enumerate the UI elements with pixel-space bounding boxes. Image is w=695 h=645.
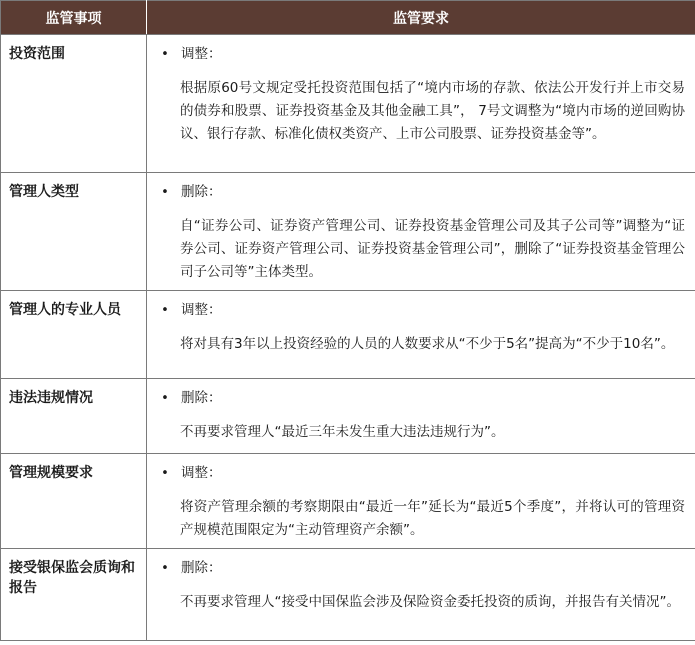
- bullet-icon: •: [161, 390, 169, 406]
- header-row: [1, 1, 695, 35]
- action-label: 调整：: [181, 464, 222, 481]
- requirement-cell: [147, 173, 695, 291]
- header-requirement-cell: 监管要求: [147, 1, 695, 35]
- item-cell: 管理规模要求: [1, 454, 147, 549]
- action-line: [155, 43, 685, 65]
- bullet-icon: •: [161, 302, 169, 318]
- action-label: 调整：: [181, 301, 222, 318]
- bullet-icon: •: [161, 46, 169, 62]
- header-item-cell: 监管事项: [1, 1, 147, 35]
- requirement-cell: [147, 549, 695, 641]
- table-row: [1, 379, 695, 454]
- requirement-cell: [147, 379, 695, 454]
- table-row: [1, 291, 695, 379]
- item-cell: 管理人类型: [1, 173, 147, 291]
- table-row: [1, 35, 695, 173]
- item-cell: 投资范围: [1, 35, 147, 173]
- action-line: [155, 299, 685, 321]
- action-line: [155, 557, 685, 579]
- action-label: 删除：: [181, 389, 222, 406]
- detail-text: 不再要求管理人“接受中国保监会涉及保险资金委托投资的质询，并报告有关情况”。: [180, 594, 680, 610]
- requirement-cell: [147, 454, 695, 549]
- bullet-icon: •: [161, 560, 169, 576]
- bullet-icon: •: [161, 465, 169, 481]
- item-cell: 接受银保监会质询和报告: [1, 549, 147, 641]
- action-line: [155, 181, 685, 203]
- detail-text: 不再要求管理人“最近三年未发生重大违法违规行为”。: [180, 424, 505, 440]
- requirement-cell: [147, 291, 695, 379]
- detail-text: 自“证券公司、证券资产管理公司、证券投资基金管理公司及其子公司等”调整为“证券公司、证券资产管理公司、证券投资基金管理公司”，删除了“证券投资基金管理公司子公司等”主体类型。: [180, 218, 685, 280]
- detail-text: 根据原60号文规定受托投资范围包括了“境内市场的存款、依法公开发行并上市交易的债券和股票、证券投资基金及其他金融工具”， 7号文调整为“境内市场的逆回购协议、银行存款、标准化债权类资产、上市公司股票、证券投资基金等”。: [180, 80, 685, 142]
- item-cell: 管理人的专业人员: [1, 291, 147, 379]
- action-label: 调整：: [181, 45, 222, 62]
- action-line: [155, 387, 685, 409]
- detail-text: 将资产管理余额的考察期限由“最近一年”延长为“最近5个季度”，并将认可的管理资产规模范围限定为“主动管理资产余额”。: [180, 499, 685, 538]
- table-row: [1, 173, 695, 291]
- action-label: 删除：: [181, 183, 222, 200]
- action-label: 删除：: [181, 559, 222, 576]
- detail-text: 将对具有3年以上投资经验的人员的人数要求从“不少于5名”提高为“不少于10名”。: [180, 336, 675, 352]
- bullet-icon: •: [161, 184, 169, 200]
- table-row: [1, 549, 695, 641]
- item-cell: 违法违规情况: [1, 379, 147, 454]
- requirement-cell: [147, 35, 695, 173]
- table-row: [1, 454, 695, 549]
- action-line: [155, 462, 685, 484]
